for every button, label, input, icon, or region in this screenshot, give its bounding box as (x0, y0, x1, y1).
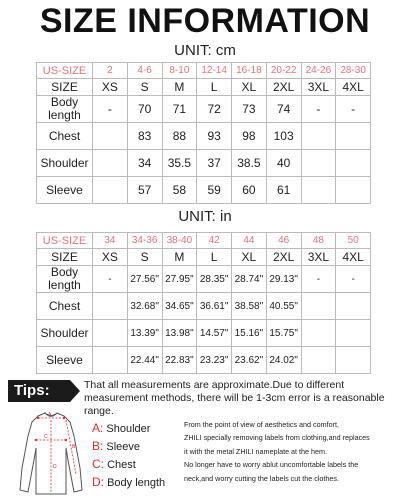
size-row (37, 79, 371, 96)
table-cell: 70 (127, 96, 162, 123)
note-line: it with the metal ZHILI nameplate at the hem. (184, 446, 328, 456)
us-size-cell: 16-18 (232, 63, 267, 79)
us-size-label: US-SIZE (37, 233, 93, 249)
size-cell: S (127, 249, 162, 266)
table-cell: 37 (197, 150, 232, 177)
table-cell: - (93, 96, 128, 123)
us-size-label: US-SIZE (37, 63, 93, 79)
table-cell: 28.74" (232, 266, 267, 293)
legend-label: Body length (107, 477, 166, 489)
size-cell: L (197, 79, 232, 96)
us-size-cell: 8-10 (162, 63, 197, 79)
size-row (37, 249, 371, 266)
table-cell: 15.16" (232, 320, 267, 347)
table-cell: 27.95" (162, 266, 197, 293)
table-cell: 73 (232, 96, 267, 123)
table-cell (336, 320, 371, 347)
table-cell: 32.68" (127, 293, 162, 320)
table-cell: 23.23" (197, 347, 232, 374)
table-cell: 13.39" (127, 320, 162, 347)
row-label-sleeve: Sleeve (37, 347, 93, 374)
table-cell: - (301, 96, 336, 123)
us-size-cell: 34 (93, 233, 128, 249)
us-size-cell: 44 (232, 233, 267, 249)
table-cell: 38.5 (232, 150, 267, 177)
us-size-cell: 38-40 (162, 233, 197, 249)
table-cell: 35.5 (162, 150, 197, 177)
table-row (37, 320, 371, 347)
note-line: ZHILI specially removing labels from clothing,and replaces (184, 433, 370, 443)
size-cell: 3XL (301, 79, 336, 96)
us-size-cell: 4-6 (127, 63, 162, 79)
table-cell (93, 320, 128, 347)
table-cell (336, 150, 371, 177)
size-cell: XS (93, 79, 128, 96)
table-cell: 23.62" (232, 347, 267, 374)
us-size-cell: 20-22 (266, 63, 301, 79)
legend-key: A: (92, 421, 104, 435)
table-cell: - (301, 266, 336, 293)
table-cell: - (336, 96, 371, 123)
size-cell: M (162, 249, 197, 266)
tips-text: That all measurements are approximate.Due to different measurement methods, there will be 1-3cm error is a reasonable range. (84, 379, 385, 417)
unit-cm-heading: UNIT: cm (174, 42, 236, 59)
table-row (37, 266, 371, 293)
table-cell: 93 (197, 123, 232, 150)
table-row (37, 293, 371, 320)
us-size-cell: 24-26 (301, 63, 336, 79)
us-size-cell: 34-36 (127, 233, 162, 249)
size-table-in (36, 232, 371, 374)
legend-key: B: (92, 439, 104, 453)
row-label-shoulder: Shoulder (37, 150, 93, 177)
table-cell (93, 347, 128, 374)
row-label-shoulder: Shoulder (37, 320, 93, 347)
garment-diagram (8, 408, 94, 498)
table-cell: 27.56" (127, 266, 162, 293)
table-cell: - (336, 266, 371, 293)
us-size-cell: 12-14 (197, 63, 232, 79)
table-cell: 61 (266, 177, 301, 204)
table-cell: 36.61" (197, 293, 232, 320)
measurement-legend (92, 420, 184, 492)
row-label-body-length: Body length (37, 266, 93, 293)
table-cell: 98 (232, 123, 267, 150)
row-label-chest: Chest (37, 123, 93, 150)
note-line: neck,and worry cutting the labels cut the clothes. (184, 473, 340, 483)
table-cell (93, 177, 128, 204)
us-size-cell: 42 (197, 233, 232, 249)
table-cell: - (93, 266, 128, 293)
us-size-row (37, 233, 371, 249)
table-cell: 60 (232, 177, 267, 204)
us-size-cell: 2 (93, 63, 128, 79)
table-cell: 58 (162, 177, 197, 204)
table-cell: 13.98" (162, 320, 197, 347)
table-cell: 74 (266, 96, 301, 123)
table-cell: 34 (127, 150, 162, 177)
table-cell: 38.58" (232, 293, 267, 320)
diagram-label-c: C (44, 434, 48, 440)
note-line: From the point of view of aesthetics and comfort, (184, 420, 340, 429)
table-cell (336, 123, 371, 150)
table-row (37, 177, 371, 204)
diagram-label-d: D (53, 464, 57, 470)
table-cell (301, 150, 336, 177)
row-label-sleeve: Sleeve (37, 177, 93, 204)
us-size-cell: 48 (301, 233, 336, 249)
diagram-label-a: A (48, 412, 52, 418)
size-cell: XL (232, 249, 267, 266)
table-cell: 40.55" (266, 293, 301, 320)
note-line: No longer have to worry ablut uncomfortable labels the (184, 460, 359, 470)
size-cell: M (162, 79, 197, 96)
table-cell: 57 (127, 177, 162, 204)
size-label: SIZE (37, 79, 93, 96)
label-note (184, 418, 408, 485)
table-cell (336, 347, 371, 374)
legend-item (92, 438, 184, 456)
table-cell (301, 123, 336, 150)
us-size-cell: 50 (336, 233, 371, 249)
size-cell: 3XL (301, 249, 336, 266)
table-cell: 71 (162, 96, 197, 123)
size-label: SIZE (37, 249, 93, 266)
diagram-label-b: B (72, 444, 76, 450)
legend-label: Chest (107, 459, 136, 471)
table-cell: 40 (266, 150, 301, 177)
table-cell (301, 320, 336, 347)
us-size-row (37, 63, 371, 79)
size-cell: 2XL (266, 79, 301, 96)
legend-key: D: (92, 475, 104, 489)
table-cell (336, 177, 371, 204)
table-cell: 15.75" (266, 320, 301, 347)
legend-label: Sleeve (106, 441, 141, 453)
size-cell: L (197, 249, 232, 266)
row-label-chest: Chest (37, 293, 93, 320)
table-cell: 22.83" (162, 347, 197, 374)
row-label-body-length: Body length (37, 96, 93, 123)
table-cell (336, 293, 371, 320)
size-cell: XL (232, 79, 267, 96)
size-table-cm (36, 62, 371, 204)
table-cell: 22.44" (127, 347, 162, 374)
legend-item (92, 456, 184, 474)
table-cell: 103 (266, 123, 301, 150)
table-cell: 59 (197, 177, 232, 204)
unit-in-heading: UNIT: in (178, 208, 232, 225)
us-size-cell: 46 (266, 233, 301, 249)
tips-badge: Tips: (8, 380, 70, 402)
table-cell (93, 123, 128, 150)
size-cell: 4XL (336, 79, 371, 96)
table-cell: 83 (127, 123, 162, 150)
table-cell: 28.35" (197, 266, 232, 293)
legend-item (92, 474, 184, 492)
table-row (37, 150, 371, 177)
table-cell: 88 (162, 123, 197, 150)
us-size-cell: 28-30 (336, 63, 371, 79)
legend-item (92, 420, 184, 438)
table-cell (301, 177, 336, 204)
table-cell: 24.02" (266, 347, 301, 374)
legend-key: C: (92, 457, 104, 471)
size-cell: 2XL (266, 249, 301, 266)
table-cell (93, 150, 128, 177)
table-row (37, 347, 371, 374)
table-cell: 29.13" (266, 266, 301, 293)
page-title: SIZE INFORMATION (39, 2, 371, 40)
table-cell: 72 (197, 96, 232, 123)
size-cell: XS (93, 249, 128, 266)
table-cell (301, 347, 336, 374)
table-cell (93, 293, 128, 320)
table-cell: 34.65" (162, 293, 197, 320)
size-cell: S (127, 79, 162, 96)
table-cell: 14.57" (197, 320, 232, 347)
size-cell: 4XL (336, 249, 371, 266)
table-row (37, 123, 371, 150)
legend-label: Shoulder (106, 423, 151, 435)
table-cell (301, 293, 336, 320)
table-row (37, 96, 371, 123)
